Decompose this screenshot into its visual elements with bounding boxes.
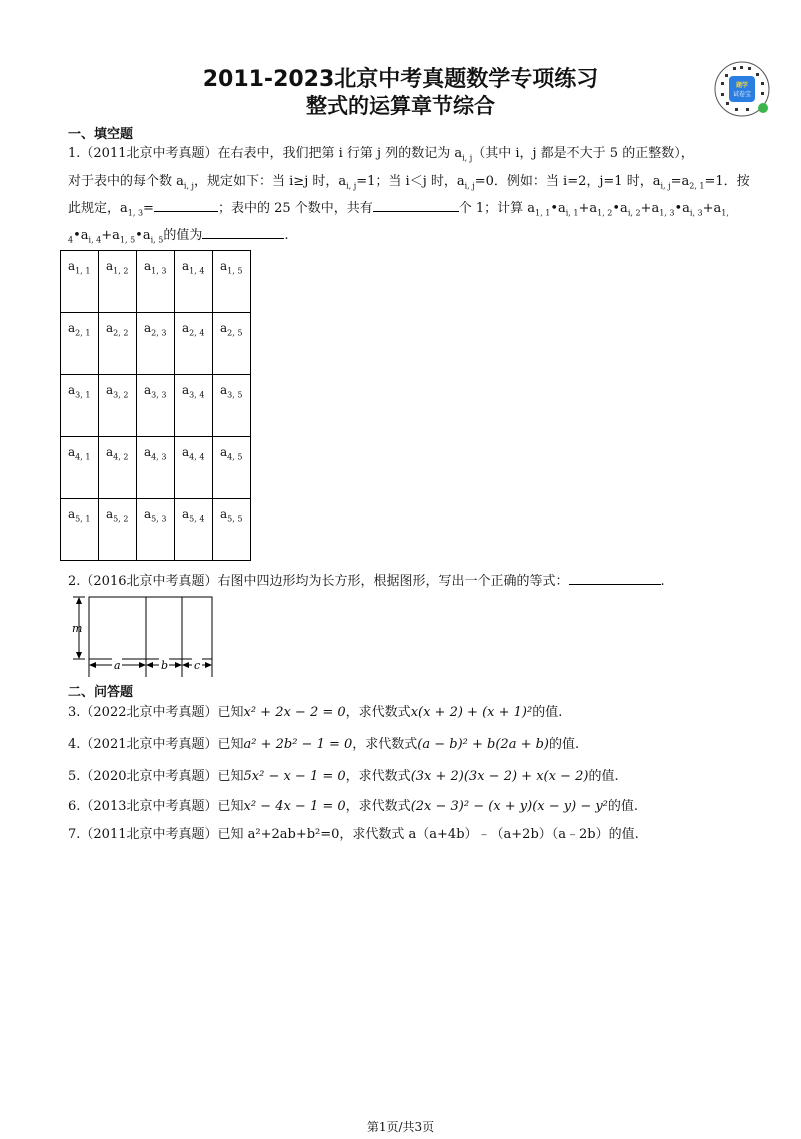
grid-cell: $a_{5, 3}$ [137, 499, 175, 561]
grid-cell: $a_{1, 2}$ [99, 251, 137, 313]
grid-cell: $a_{2, 3}$ [137, 313, 175, 375]
label-a: a [114, 659, 121, 672]
grid-cell: $a_{4, 2}$ [99, 437, 137, 499]
q3-text: 3.（2022北京中考真题）已知x² + 2x − 2 = 0，求代数式x(x + 2) + (x + 1)²的值. [68, 705, 563, 720]
grid-cell: $a_{3, 3}$ [137, 375, 175, 437]
svg-text:试卷宝: 试卷宝 [732, 91, 752, 98]
section-heading-fill-in: 一、填空题 [68, 127, 134, 142]
page-footer: 第1页/共3页 [366, 1120, 435, 1134]
grid-cell: $a_{3, 1}$ [61, 375, 99, 437]
grid-cell: $a_{4, 3}$ [137, 437, 175, 499]
q5-text: 5.（2020北京中考真题）已知5x² − x − 1 = 0，求代数式(3x + 2)(3x − 2) + x(x − 2)的值. [68, 769, 619, 784]
grid-cell: $a_{2, 4}$ [175, 313, 213, 375]
page-title: 2011-2023北京中考真题数学专项练习 [202, 67, 599, 92]
q1-line1: 1.（2011北京中考真题）在右表中，我们把第 i 行第 j 列的数记为 $a_{i, j}$（其中 i，j 都是不大于 5 的正整数）， [68, 146, 694, 163]
label-m: m [72, 622, 83, 635]
grid-cell: $a_{5, 1}$ [61, 499, 99, 561]
grid-cell: $a_{2, 2}$ [99, 313, 137, 375]
answer-blank[interactable] [373, 199, 459, 212]
section-heading-qa: 二、问答题 [68, 685, 134, 700]
number-grid [60, 250, 251, 561]
grid-cell: $a_{2, 5}$ [213, 313, 251, 375]
label-c: c [194, 659, 201, 672]
q7-text: 7.（2011北京中考真题）已知 a²+2ab+b²=0，求代数式 a（a+4b）﹣（a+2b）（a﹣2b）的值. [68, 827, 639, 842]
q6-text: 6.（2013北京中考真题）已知x² − 4x − 1 = 0，求代数式(2x − 3)² − (x + y)(x − y) − y²的值. [68, 799, 639, 814]
grid-cell: $a_{3, 4}$ [175, 375, 213, 437]
grid-cell: $a_{5, 2}$ [99, 499, 137, 561]
answer-blank[interactable] [154, 199, 218, 212]
q1-line2: 对于表中的每个数 $a_{i, j}$，规定如下：当 i≥j 时，$a_{i, j}=1$；当 i＜j 时，$a_{i, j}=0$．例如：当 i=2，j=1 时，$a_{i, j}=a_{2, 1}=1$．按 [68, 174, 750, 191]
label-b: b [161, 659, 169, 672]
answer-blank[interactable] [569, 572, 661, 585]
answer-blank[interactable] [202, 226, 284, 239]
grid-cell: $a_{1, 5}$ [213, 251, 251, 313]
grid-cell: $a_{1, 3}$ [137, 251, 175, 313]
q1-line3: 此规定，$a_{1, 3}=$ ；表中的 25 个数中，共有 个 1；计算 $a_{1, 1}•a_{i, 1}+a_{1, 2}•a_{i, 2}+a_{1, 3}•a_{i, 3}+a_{1,}$ [68, 201, 729, 218]
rectangle-figure [65, 595, 215, 679]
page-subtitle: 整式的运算章节综合 [306, 94, 495, 118]
grid-cell: $a_{5, 5}$ [213, 499, 251, 561]
grid-cell: $a_{2, 1}$ [61, 313, 99, 375]
q4-text: 4.（2021北京中考真题）已知a² + 2b² − 1 = 0，求代数式(a − b)² + b(2a + b)的值. [68, 737, 580, 752]
grid-cell: $a_{1, 4}$ [175, 251, 213, 313]
q1-line4: $_4•a_{i, 4}+a_{1, 5}•a_{i, 5}$的值为 . [68, 228, 289, 245]
q2-text: 2.（2016北京中考真题）右图中四边形均为长方形，根据图形，写出一个正确的等式： . [68, 574, 665, 589]
qr-code-logo [713, 60, 771, 118]
grid-cell: $a_{4, 5}$ [213, 437, 251, 499]
grid-cell: $a_{3, 5}$ [213, 375, 251, 437]
grid-cell: $a_{3, 2}$ [99, 375, 137, 437]
grid-cell: $a_{5, 4}$ [175, 499, 213, 561]
grid-cell: $a_{4, 1}$ [61, 437, 99, 499]
svg-text:题学: 题学 [735, 82, 749, 89]
grid-cell: $a_{4, 4}$ [175, 437, 213, 499]
grid-cell: $a_{1, 1}$ [61, 251, 99, 313]
